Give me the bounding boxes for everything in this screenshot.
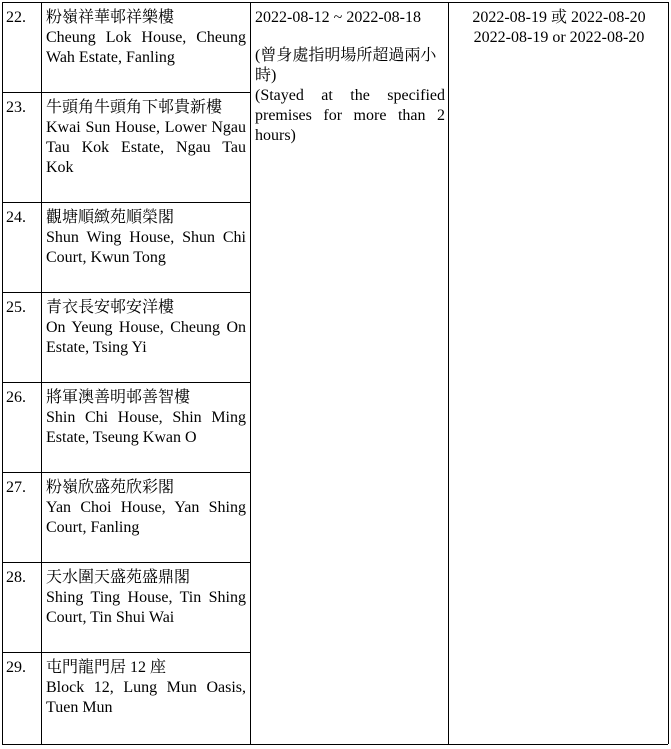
row-divider	[2, 382, 250, 383]
location-zh: 將軍澳善明邨善智樓	[46, 389, 191, 406]
spacer	[255, 28, 445, 46]
location-cell	[46, 568, 246, 628]
row-number: 26.	[6, 389, 26, 406]
location-en: Shun Wing House, Shun Chi Court, Kwun Tong	[46, 229, 246, 266]
row-divider	[2, 562, 250, 563]
table-border-top	[2, 2, 668, 3]
location-cell	[46, 298, 246, 358]
location-cell	[46, 8, 246, 68]
row-divider	[2, 652, 250, 653]
location-cell	[46, 478, 246, 538]
location-cell	[46, 388, 246, 448]
period-cell	[255, 8, 445, 146]
row-divider	[2, 202, 250, 203]
table-border-right	[668, 2, 669, 744]
location-cell	[46, 658, 246, 718]
column-divider	[41, 2, 42, 744]
row-number: 29.	[6, 659, 26, 676]
row-number: 28.	[6, 569, 26, 586]
location-cell	[46, 208, 246, 268]
deadline-cell	[449, 8, 669, 48]
column-divider	[250, 2, 251, 744]
row-number: 24.	[6, 209, 26, 226]
row-divider	[2, 292, 250, 293]
location-en: Yan Choi House, Yan Shing Court, Fanling	[46, 499, 246, 536]
location-en: Shing Ting House, Tin Shing Court, Tin Shui Wai	[46, 589, 246, 626]
row-number: 22.	[6, 9, 26, 26]
period-dates: 2022-08-12 ~ 2022-08-18	[255, 9, 421, 26]
location-en: Cheung Lok House, Cheung Wah Estate, Fanling	[46, 29, 246, 66]
table-border-left	[2, 2, 3, 744]
period-note-zh: (曾身處指明場所超過兩小時)	[255, 47, 437, 84]
location-zh: 牛頭角牛頭角下邨貴新樓	[46, 99, 223, 116]
location-en: Block 12, Lung Mun Oasis, Tuen Mun	[46, 679, 246, 716]
row-divider	[2, 472, 250, 473]
deadline-zh: 2022-08-19 或 2022-08-20	[472, 9, 646, 26]
location-en: Shin Chi House, Shin Ming Estate, Tseung Kwan O	[46, 409, 246, 446]
location-zh: 觀塘順緻苑順榮閣	[46, 209, 175, 226]
column-divider	[448, 2, 449, 744]
location-zh: 粉嶺欣盛苑欣彩閣	[46, 479, 175, 496]
location-zh: 青衣長安邨安洋樓	[46, 299, 175, 316]
deadline-en: 2022-08-19 or 2022-08-20	[473, 29, 645, 46]
row-number: 25.	[6, 299, 26, 316]
row-number: 23.	[6, 99, 26, 116]
location-zh: 天水圍天盛苑盛鼎閣	[46, 569, 191, 586]
location-cell	[46, 98, 246, 178]
table-border-bottom	[2, 744, 668, 745]
location-zh: 粉嶺祥華邨祥樂樓	[46, 9, 175, 26]
location-zh: 屯門龍門居 12 座	[46, 659, 167, 676]
row-number: 27.	[6, 479, 26, 496]
location-en: Kwai Sun House, Lower Ngau Tau Kok Estate, Ngau Tau Kok	[46, 119, 246, 176]
period-note-en: (Stayed at the specified premises for more than 2 hours)	[255, 87, 445, 144]
location-en: On Yeung House, Cheung On Estate, Tsing Yi	[46, 319, 246, 356]
row-divider	[2, 92, 250, 93]
